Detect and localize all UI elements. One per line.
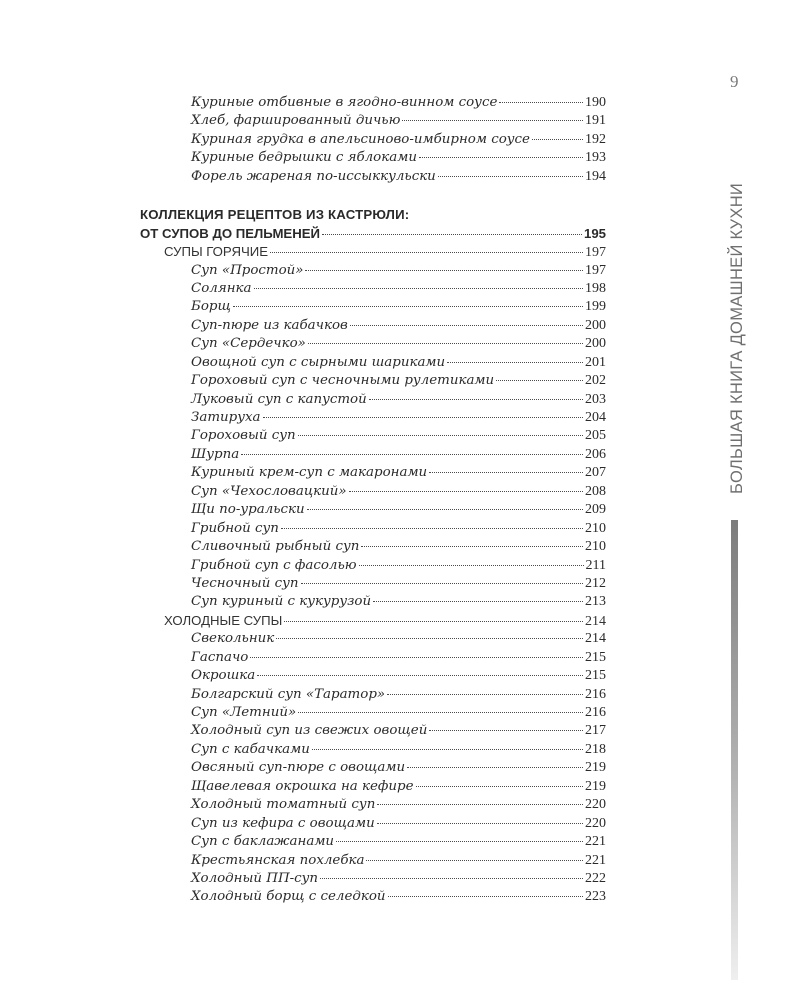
dot-leader: [496, 380, 583, 381]
toc-entry[interactable]: [140, 464, 606, 482]
entry-title: Окрошка: [191, 668, 256, 684]
dot-leader: [312, 749, 583, 750]
toc-entry[interactable]: [140, 796, 606, 814]
toc-entry[interactable]: [140, 575, 606, 593]
dot-leader: [369, 399, 583, 400]
section-title-line1: КОЛЛЕКЦИЯ РЕЦЕПТОВ ИЗ КАСТРЮЛИ:: [140, 207, 410, 223]
entry-page: 208: [585, 483, 606, 499]
toc-entry[interactable]: [140, 354, 606, 372]
entry-title: Куриные отбивные в ягодно-винном соусе: [191, 95, 498, 110]
dot-leader: [233, 306, 583, 307]
subsection-title: ХОЛОДНЫЕ СУПЫ: [164, 612, 283, 628]
entry-page: 204: [585, 410, 606, 425]
entry-title: Хлеб, фаршированный дичью: [191, 113, 401, 129]
entry-title: Гороховый суп с чесночными рулетиками: [191, 373, 495, 389]
entry-page: 203: [585, 391, 606, 407]
entry-page: 220: [585, 797, 606, 813]
entry-title: Суп «Чехословацкий»: [191, 483, 347, 499]
toc-entry[interactable]: [140, 483, 606, 501]
entry-page: 199: [585, 299, 606, 315]
entry-title: Грибной суп: [191, 520, 279, 536]
dot-leader: [322, 234, 582, 235]
entry-title: Борщ: [191, 299, 231, 315]
toc-entry[interactable]: [140, 520, 606, 538]
dot-leader: [532, 139, 583, 140]
toc-entry[interactable]: [140, 759, 606, 777]
entry-title: Затируха: [191, 410, 261, 425]
entry-title: Куриные бедрышки с яблоками: [191, 150, 417, 166]
dot-leader: [270, 252, 583, 253]
toc-entry[interactable]: [140, 335, 606, 353]
entry-title: Суп из кефира с овощами: [191, 815, 375, 831]
dot-leader: [499, 102, 583, 103]
dot-leader: [366, 860, 583, 861]
dot-leader: [359, 565, 584, 566]
dot-leader: [361, 546, 583, 547]
entry-page: 216: [585, 686, 606, 702]
dot-leader: [276, 638, 583, 639]
dot-leader: [298, 712, 583, 713]
dot-leader: [298, 435, 583, 436]
entry-title: Холодный ПП-суп: [191, 870, 319, 886]
toc-entry[interactable]: [140, 446, 606, 464]
toc-entry[interactable]: [140, 870, 606, 888]
entry-title: Грибной суп с фасолью: [191, 557, 357, 573]
section-title-line2: ОТ СУПОВ ДО ПЕЛЬМЕНЕЙ: [140, 225, 321, 241]
dot-leader: [407, 767, 583, 768]
entry-page: 219: [585, 760, 606, 776]
dot-leader: [263, 417, 583, 418]
entry-page: 214: [585, 631, 606, 647]
toc-entry[interactable]: [140, 298, 606, 316]
cold-soups-list: [140, 630, 606, 907]
entry-page: 210: [585, 520, 606, 536]
entry-page: 200: [585, 317, 606, 333]
toc-entry[interactable]: [140, 557, 606, 575]
dot-leader: [419, 157, 583, 158]
subsection-title: СУПЫ ГОРЯЧИЕ: [164, 244, 269, 260]
entry-page: 215: [585, 649, 606, 665]
entry-page: 219: [585, 778, 606, 794]
entry-title: Суп «Летний»: [191, 705, 297, 720]
entry-page: 218: [585, 741, 606, 757]
entry-title: Овощной суп с сырными шариками: [191, 354, 446, 370]
entry-title: Сливочный рыбный суп: [191, 539, 360, 555]
entry-page: 209: [585, 502, 606, 518]
hot-soups-list: [140, 262, 606, 612]
dot-leader: [377, 804, 583, 805]
dot-leader: [429, 472, 583, 473]
dot-leader: [373, 601, 583, 602]
toc-entry[interactable]: [140, 409, 606, 427]
entry-page: 210: [585, 539, 606, 555]
book-title-vertical: БОЛЬШАЯ КНИГА ДОМАШНЕЙ КУХНИ: [728, 182, 746, 494]
toc-entry[interactable]: [140, 704, 606, 722]
entry-page: 192: [585, 131, 606, 147]
entry-title: Крестьянская похлебка: [191, 852, 365, 868]
entry-page: 211: [585, 557, 606, 573]
entry-page: 215: [585, 668, 606, 684]
entry-page: 200: [585, 336, 606, 352]
entry-page: 212: [585, 575, 606, 591]
toc-entry[interactable]: [140, 722, 606, 740]
dot-leader: [250, 657, 583, 658]
dot-leader: [257, 675, 583, 676]
dot-leader: [429, 730, 583, 731]
toc-entry[interactable]: [140, 427, 606, 445]
entry-page: 201: [585, 354, 606, 370]
decorative-side-bar: [731, 520, 738, 980]
entry-page: 198: [585, 280, 606, 296]
dot-leader: [281, 528, 583, 529]
entry-page: 191: [585, 113, 606, 129]
table-of-contents: [140, 94, 606, 907]
toc-entry[interactable]: [140, 686, 606, 704]
entry-title: Щавелевая окрошка на кефире: [191, 778, 414, 794]
dot-leader: [241, 454, 583, 455]
dot-leader: [388, 896, 583, 897]
entry-page: 216: [585, 705, 606, 720]
toc-entry[interactable]: [140, 667, 606, 685]
toc-entry[interactable]: [140, 593, 606, 611]
dot-leader: [307, 509, 583, 510]
section-gap: [140, 186, 606, 206]
entry-title: Щи по-уральски: [191, 502, 305, 518]
dot-leader: [254, 288, 584, 289]
entry-page: 221: [585, 834, 606, 850]
entry-page: 213: [585, 594, 606, 610]
entry-page: 194: [585, 168, 606, 184]
toc-entry[interactable]: [140, 778, 606, 796]
toc-entry[interactable]: [140, 888, 606, 906]
entry-title: Луковый суп с капустой: [191, 391, 367, 407]
entry-page: 190: [585, 95, 606, 110]
toc-entry[interactable]: [140, 833, 606, 851]
toc-entry[interactable]: [140, 538, 606, 556]
toc-entry[interactable]: [140, 149, 606, 167]
dot-leader: [377, 823, 583, 824]
subsection-page: 197: [585, 245, 606, 261]
toc-entry[interactable]: [140, 131, 606, 149]
entry-title: Куриный крем-суп с макаронами: [191, 465, 428, 481]
entry-title: Холодный суп из свежих овощей: [191, 723, 428, 739]
entry-title: Гаспачо: [191, 649, 249, 665]
toc-entry[interactable]: [140, 317, 606, 335]
toc-entry[interactable]: [140, 94, 606, 112]
dot-leader: [308, 343, 583, 344]
section-page: 195: [583, 225, 606, 241]
dot-leader: [447, 362, 583, 363]
entry-page: 206: [585, 446, 606, 462]
entry-page: 193: [585, 150, 606, 166]
toc-entry[interactable]: [140, 630, 606, 648]
entry-title: Холодный томатный суп: [191, 797, 376, 813]
entry-page: 207: [585, 465, 606, 481]
entry-page: 222: [585, 870, 606, 886]
entry-title: Куриная грудка в апельсиново-имбирном соусе: [191, 131, 530, 147]
page-number: 9: [730, 72, 739, 91]
subsection-hot-soups[interactable]: [140, 243, 606, 261]
entry-title: Шурпа: [191, 446, 240, 462]
entry-page: 217: [585, 723, 606, 739]
dot-leader: [387, 694, 583, 695]
entry-title: Суп-пюре из кабачков: [191, 317, 348, 333]
dot-leader: [336, 841, 583, 842]
entry-page: 221: [585, 852, 606, 868]
entry-title: Холодный борщ с селедкой: [191, 889, 386, 905]
toc-entry[interactable]: [140, 372, 606, 390]
subsection-cold-soups[interactable]: [140, 612, 606, 630]
toc-entry[interactable]: [140, 168, 606, 186]
dot-leader: [416, 786, 583, 787]
entry-page: 220: [585, 815, 606, 831]
entry-title: Форель жареная по-иссыккульски: [191, 168, 436, 184]
toc-entry[interactable]: [140, 262, 606, 280]
dot-leader: [305, 270, 583, 271]
toc-entry[interactable]: [140, 649, 606, 667]
toc-entry[interactable]: [140, 815, 606, 833]
entry-page: 202: [585, 373, 606, 389]
dot-leader: [284, 621, 583, 622]
entry-title: Суп «Простой»: [191, 262, 304, 278]
entry-title: Свекольник: [191, 631, 275, 647]
entry-title: Овсяный суп-пюре с овощами: [191, 760, 406, 776]
toc-entry[interactable]: [140, 852, 606, 870]
entry-title: Чесночный суп: [191, 575, 299, 591]
entry-title: Суп с кабачками: [191, 741, 310, 757]
dot-leader: [350, 325, 583, 326]
toc-entry[interactable]: [140, 391, 606, 409]
subsection-page: 214: [585, 613, 606, 629]
entry-title: Суп с баклажанами: [191, 834, 335, 850]
dot-leader: [349, 491, 583, 492]
entry-title: Солянка: [191, 280, 252, 296]
entry-title: Гороховый суп: [191, 428, 296, 444]
section-title-row[interactable]: [140, 225, 606, 243]
toc-entry[interactable]: [140, 112, 606, 130]
dot-leader: [301, 583, 584, 584]
entry-title: Болгарский суп «Таратор»: [191, 686, 386, 702]
entry-title: Суп «Сердечко»: [191, 336, 306, 352]
dot-leader: [320, 878, 583, 879]
dot-leader: [402, 120, 583, 121]
prev-recipes-list: [140, 94, 606, 186]
entry-page: 223: [585, 889, 606, 905]
entry-title: Суп куриный с кукурузой: [191, 594, 372, 610]
toc-entry[interactable]: [140, 501, 606, 519]
entry-page: 197: [585, 262, 606, 278]
toc-entry[interactable]: [140, 280, 606, 298]
entry-page: 205: [585, 428, 606, 444]
dot-leader: [438, 176, 583, 177]
toc-entry[interactable]: [140, 741, 606, 759]
